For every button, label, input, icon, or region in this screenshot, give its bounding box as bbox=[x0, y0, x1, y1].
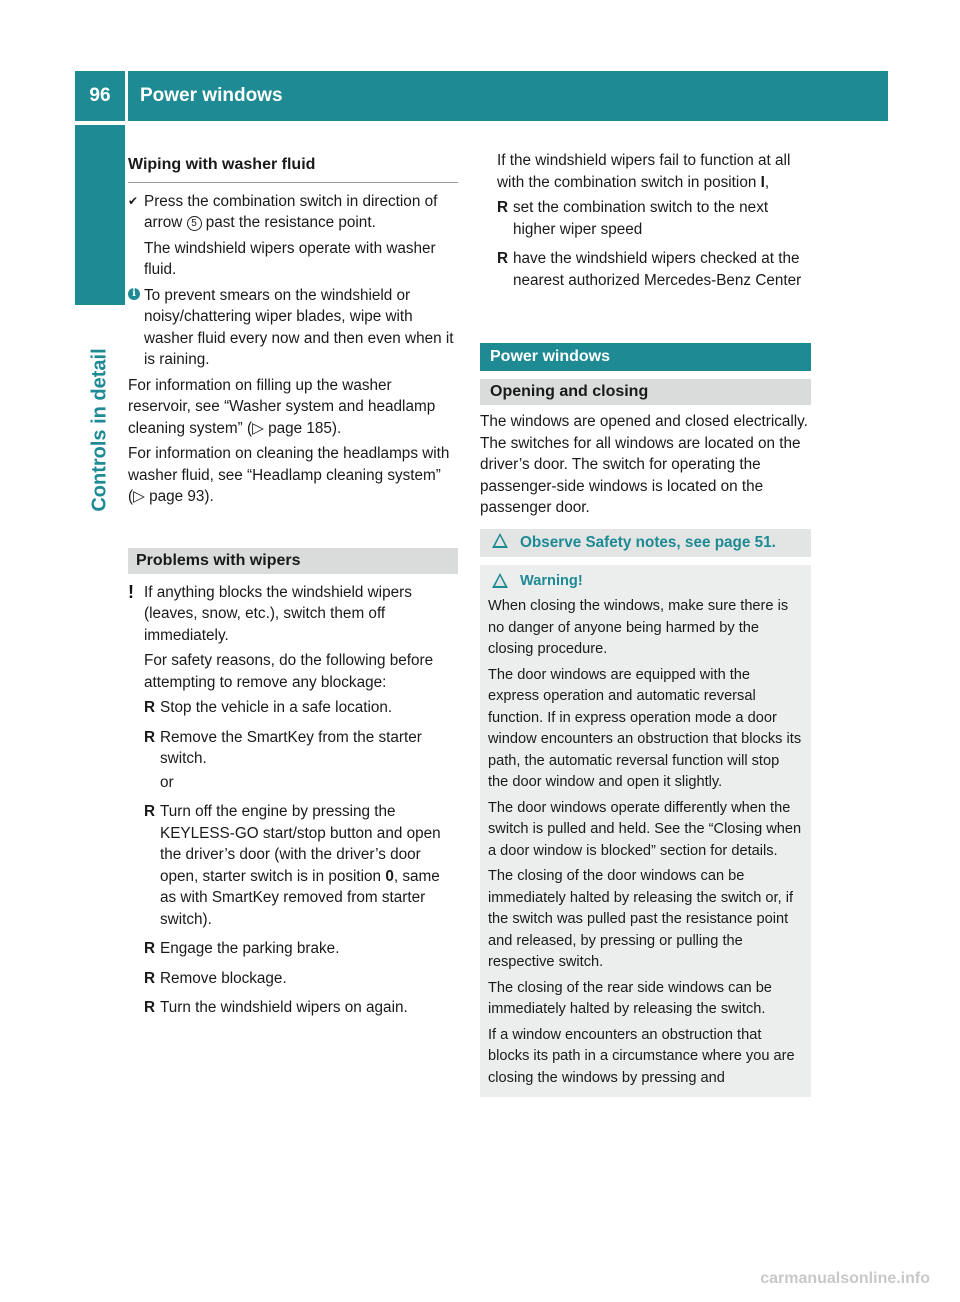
page-number: 96 bbox=[75, 71, 125, 121]
warning-text: If anything blocks the windshield wipers (leaves, snow, etc.), switch them off immediately. bbox=[144, 583, 412, 644]
list-item bbox=[144, 997, 458, 1019]
warning-paragraph: The closing of the rear side windows can be immediately halted by releasing the switch. bbox=[488, 979, 772, 1017]
list-item-text: Stop the vehicle in a safe location. bbox=[160, 699, 393, 716]
paragraph: The windows are opened and closed electrically. The switches for all windows are located on the driver’s door. The switch for operating the passenger-side windows is located on the passenger door. bbox=[480, 413, 808, 516]
watermark: carmanualsonline.info bbox=[760, 1270, 930, 1287]
list-item-text-pre: Turn off the engine by pressing the KEYLESS-GO start/stop button and open the driver’s door (with the driver’s door open, starter switch is in position bbox=[160, 803, 441, 885]
list-item-text: have the windshield wipers checked at the nearest authorized Mercedes-Benz Center bbox=[513, 250, 802, 289]
position-zero: 0 bbox=[385, 867, 394, 885]
list-item-text: Engage the parking brake. bbox=[160, 940, 340, 957]
list-item-text: set the combination switch to the next higher wiper speed bbox=[513, 199, 769, 238]
section-heading: Power windows bbox=[480, 343, 811, 371]
exclamation-icon: ! bbox=[128, 581, 134, 602]
bullet-icon: R bbox=[144, 699, 156, 716]
subsection-heading: Opening and closing bbox=[480, 379, 811, 405]
step-text-post: past the resistance point. bbox=[201, 214, 376, 231]
warning-triangle-icon bbox=[492, 573, 508, 588]
info-text: To prevent smears on the windshield or noisy/chattering wiper blades, wipe with washer fluid every now and then even when it is raining. bbox=[144, 286, 454, 368]
right-column bbox=[480, 150, 811, 1097]
side-label-text: Controls in detail bbox=[88, 348, 111, 512]
safety-notes-bar bbox=[480, 529, 811, 557]
list-item bbox=[497, 248, 811, 291]
warning-box bbox=[480, 565, 811, 1098]
fail-text bbox=[497, 150, 811, 193]
warning-text-2: For safety reasons, do the following before attempting to remove any blockage: bbox=[144, 652, 434, 691]
list-item-text: Turn the windshield wipers on again. bbox=[160, 999, 408, 1016]
bullet-icon: R bbox=[144, 940, 156, 957]
warning-heading bbox=[488, 571, 803, 593]
step-item bbox=[128, 191, 458, 281]
list-item bbox=[144, 697, 458, 719]
page-title-text: Power windows bbox=[140, 85, 283, 106]
bullet-icon: R bbox=[144, 969, 156, 987]
warning-heading-text: Warning! bbox=[520, 572, 583, 589]
list-item bbox=[497, 197, 811, 240]
wiping-heading: Wiping with washer fluid bbox=[128, 150, 458, 183]
step-result: The windshield wipers operate with washer fluid. bbox=[144, 239, 436, 278]
warning-paragraph: When closing the windows, make sure there is no danger of anyone being harmed by the closing procedure. bbox=[488, 598, 789, 657]
info-icon: i bbox=[128, 288, 140, 300]
fail-text-post: , bbox=[764, 173, 770, 191]
paragraph: For information on filling up the washer reservoir, see “Washer system and headlamp cleaning system” (▷ page 185). bbox=[128, 376, 436, 437]
side-tab bbox=[75, 125, 125, 305]
list-item bbox=[144, 968, 458, 990]
fail-text-pre: If the windshield wipers fail to function at all with the combination switch in position bbox=[497, 152, 791, 191]
warning-paragraph: The door windows operate differently when the switch is pulled and held. See the “Closing when a door window is blocked” section for details. bbox=[488, 799, 802, 859]
problems-heading bbox=[128, 548, 458, 574]
warning-note bbox=[128, 582, 458, 1019]
page-title bbox=[128, 71, 888, 121]
list-item-text: Remove the SmartKey from the starter switch. bbox=[160, 728, 422, 767]
step-text-pre: Press the combination switch in direction of arrow bbox=[144, 192, 438, 231]
warning-triangle-icon bbox=[492, 533, 508, 548]
step-text bbox=[144, 191, 458, 234]
arrow-bullet-icon: ✔ bbox=[128, 193, 139, 208]
list-item bbox=[144, 801, 458, 930]
bullet-icon: R bbox=[497, 199, 509, 216]
warning-paragraph: The closing of the door windows can be immediately halted by releasing the switch or, if the switch was pulled past the resistance point and released, by pressing or pulling the respective switch. bbox=[488, 868, 793, 970]
left-column bbox=[128, 150, 458, 1027]
list-item bbox=[144, 938, 458, 960]
problems-heading-text: Problems with wipers bbox=[136, 551, 301, 569]
bullet-icon: R bbox=[497, 250, 509, 267]
arrow-marker: 5 bbox=[187, 216, 202, 231]
position-one: I bbox=[760, 173, 765, 191]
list-item-text: Remove blockage. bbox=[160, 969, 287, 987]
warning-paragraph: The door windows are equipped with the express operation and automatic reversal function. If in express operation mode a door window encounters an obstruction that blocks its path, the automatic reversal function will stop the door window and open it slightly. bbox=[488, 666, 802, 790]
side-label bbox=[75, 305, 125, 555]
list-item-text-post: , same as with SmartKey removed from starter switch). bbox=[160, 867, 440, 928]
warning-paragraph: If a window encounters an obstruction that blocks its path in a circumstance where you are closing the windows by pressing and bbox=[488, 1026, 795, 1086]
or-text: or bbox=[160, 773, 174, 791]
bullet-icon: R bbox=[144, 728, 156, 746]
info-note bbox=[128, 285, 458, 371]
bullet-icon: R bbox=[144, 803, 156, 820]
bullet-icon: R bbox=[144, 999, 156, 1016]
safety-notes-text: Observe Safety notes, see page 51. bbox=[520, 533, 776, 551]
paragraph: For information on cleaning the headlamps with washer fluid, see “Headlamp cleaning system” (▷ page 93). bbox=[128, 445, 450, 505]
list-item bbox=[144, 727, 458, 770]
